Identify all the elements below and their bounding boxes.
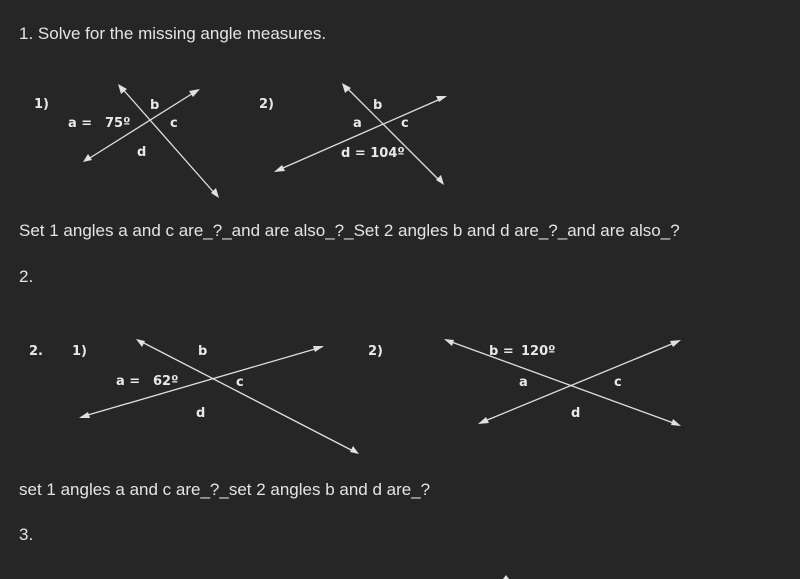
q1-set1-angle-b: b	[150, 98, 160, 113]
q2-set2-diagram	[368, 339, 681, 426]
question-1-followup: Set 1 angles a and c are_?_and are also_?_Set 2 angles b and d are_?_and are also_?	[19, 221, 680, 240]
q1-set2-diagram	[259, 83, 447, 185]
question-2-number: 2.	[19, 267, 34, 286]
q1-set2-line-2	[344, 85, 442, 183]
q1-set1-label: 1)	[34, 97, 49, 112]
q3-diagram-arrow-tip	[503, 575, 509, 579]
q1-set2-label: 2)	[259, 97, 274, 112]
q1-set1-angle-a: a =	[68, 116, 93, 131]
q2-set1-diagram	[29, 339, 359, 454]
q1-set2-angle-a: a	[353, 116, 362, 131]
q1-set1-angle-a-value: 75º	[105, 116, 131, 131]
question-1-prompt: 1. Solve for the missing angle measures.	[19, 24, 327, 43]
q1-set1-line-2	[120, 86, 217, 196]
q2-set2-angle-b: b =	[489, 344, 514, 359]
q2-set2-angle-b-value: 120º	[521, 344, 556, 359]
q1-set1-diagram	[34, 84, 219, 198]
q2-set1-angle-c: c	[236, 375, 244, 390]
q2-set2-angle-d: d	[571, 406, 581, 421]
q1-set1-angle-c: c	[170, 116, 178, 131]
q2-diagram-number: 2.	[29, 344, 43, 359]
q2-set1-angle-d: d	[196, 406, 206, 421]
q2-set2-angle-a: a	[519, 375, 528, 390]
question-2-followup: set 1 angles a and c are_?_set 2 angles b and d are_?	[19, 480, 431, 499]
question-3-number: 3.	[19, 525, 34, 544]
q2-set2-label: 2)	[368, 344, 383, 359]
q2-set1-angle-b: b	[198, 344, 208, 359]
q1-set1-angle-d: d	[137, 145, 147, 160]
q1-set2-angle-b: b	[373, 98, 383, 113]
q2-set1-angle-a: a =	[116, 374, 141, 389]
q1-set2-angle-d: d = 104º	[341, 146, 405, 161]
q2-set2-angle-c: c	[614, 375, 622, 390]
q2-set1-angle-a-value: 62º	[153, 374, 179, 389]
q2-set1-line-2	[138, 340, 357, 453]
q2-set2-line-1	[446, 340, 679, 425]
q1-set2-angle-c: c	[401, 116, 409, 131]
q2-set1-label: 1)	[72, 344, 87, 359]
